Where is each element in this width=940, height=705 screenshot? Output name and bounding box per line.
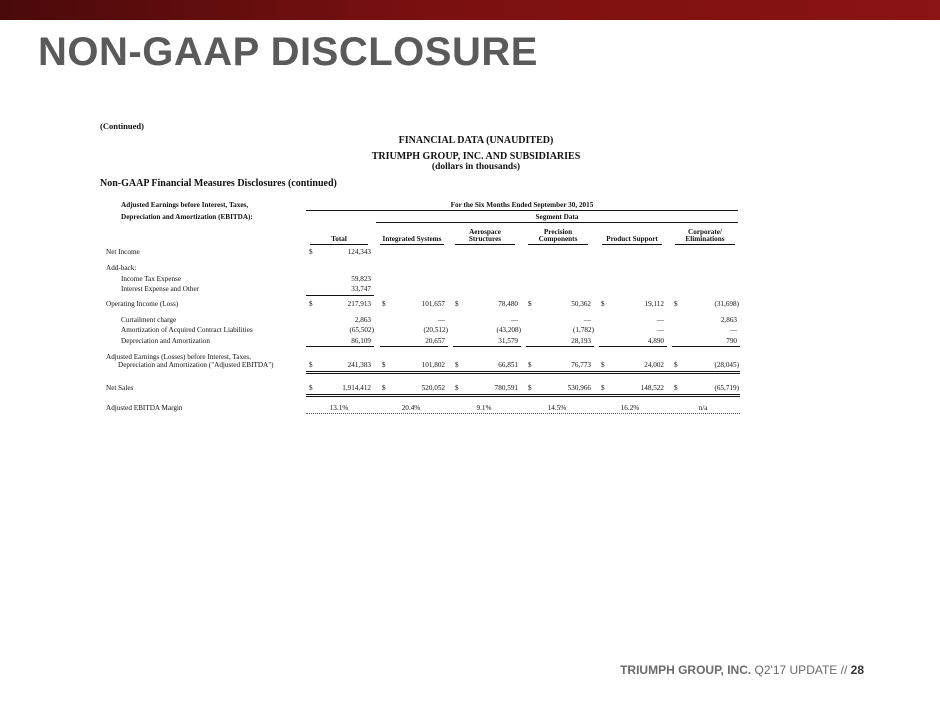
cell-margin-total: 13.1%: [329, 404, 349, 412]
row-label-margin: Adjusted EBITDA Margin: [106, 404, 183, 412]
col-total: Total: [310, 236, 368, 245]
currency-sign: $: [455, 384, 459, 392]
cell-income-tax-total: 59,823: [351, 275, 371, 283]
cell-operating-integrated: 101,657: [421, 300, 445, 308]
cell-curtailment-total: 2,863: [354, 316, 371, 324]
table-label-line2: Depreciation and Amortization (EBITDA):: [121, 213, 253, 221]
cell-operating-corporate: (31,698): [714, 300, 739, 308]
currency-sign: $: [601, 384, 605, 392]
dep-rule: [453, 346, 521, 347]
table-label-line1: Adjusted Earnings before Interest, Taxes,: [121, 201, 249, 209]
currency-sign: $: [382, 361, 386, 369]
currency-sign: $: [309, 248, 313, 256]
cell-amort-total: (65,502): [349, 326, 374, 334]
cell-curtailment-product: —: [656, 316, 664, 324]
cell-operating-product: 19,112: [644, 300, 664, 308]
currency-sign: $: [309, 384, 313, 392]
row-label-adjusted-ebitda-2: Depreciation and Amortization ("Adjusted EBITDA"): [118, 361, 274, 369]
ebitda-double-rule: [306, 371, 740, 372]
cell-sales-total: 1,914,412: [342, 384, 371, 392]
cell-curtailment-precision: —: [583, 316, 591, 324]
col-corp-1: Corporate/: [688, 228, 722, 236]
cell-ebitda-total: 241,383: [347, 361, 371, 369]
col-aero-1: Aerospace: [469, 228, 501, 236]
footer-update: Q2'17 UPDATE //: [751, 663, 851, 677]
cell-sales-integrated: 520,052: [421, 384, 445, 392]
cell-ebitda-product: 24,002: [644, 361, 664, 369]
cell-sales-product: 148,522: [640, 384, 664, 392]
section-subtitle: Non-GAAP Financial Measures Disclosures (continued): [100, 178, 337, 189]
ebitda-double-rule: [306, 373, 740, 374]
cell-amort-aero: (43,208): [496, 326, 521, 334]
cell-amort-integrated: (20,512): [423, 326, 448, 334]
cell-dep-integrated: 20,657: [425, 337, 445, 345]
row-label-depreciation: Depreciation and Amortization: [121, 337, 211, 345]
col-corp-2: Eliminations: [675, 236, 735, 245]
currency-sign: $: [528, 384, 532, 392]
footer: [620, 663, 864, 677]
cell-ebitda-precision: 76,773: [571, 361, 591, 369]
row-label-curtailment: Curtailment charge: [121, 316, 177, 324]
units-heading: (dollars in thousands): [431, 162, 521, 172]
cell-margin-precision: 14.5%: [547, 404, 567, 412]
row-label-operating-income: Operating Income (Loss): [106, 300, 179, 308]
cell-margin-product: 16.2%: [620, 404, 640, 412]
cell-dep-precision: 28,193: [571, 337, 591, 345]
row-label-income-tax: Income Tax Expense: [121, 275, 182, 283]
subtotal-rule: [306, 295, 374, 296]
cell-amort-product: —: [656, 326, 664, 334]
row-label-net-sales: Net Sales: [106, 384, 134, 392]
row-label-net-income: Net Income: [106, 248, 140, 256]
cell-operating-precision: 50,362: [571, 300, 591, 308]
row-label-interest: Interest Expense and Other: [121, 285, 200, 293]
cell-curtailment-aero: —: [510, 316, 518, 324]
cell-amort-precision: (1,782): [573, 326, 594, 334]
row-label-amortization-liab: Amortization of Acquired Contract Liabilities: [121, 326, 253, 334]
cell-margin-corporate: n/a: [698, 404, 708, 412]
currency-sign: $: [382, 384, 386, 392]
currency-sign: $: [309, 361, 313, 369]
dep-rule: [526, 346, 594, 347]
cell-ebitda-integrated: 101,802: [421, 361, 445, 369]
cell-ebitda-corporate: (28,045): [714, 361, 739, 369]
segment-rule: [376, 222, 738, 223]
currency-sign: $: [601, 361, 605, 369]
currency-sign: $: [674, 384, 678, 392]
dep-rule: [672, 346, 740, 347]
currency-sign: $: [674, 300, 678, 308]
cell-dep-corporate: 790: [726, 337, 737, 345]
cell-sales-corporate: (65,719): [714, 384, 739, 392]
dep-rule: [306, 346, 374, 347]
cell-net-income-total: 124,343: [347, 248, 371, 256]
cell-interest-total: 33,747: [351, 285, 371, 293]
currency-sign: $: [455, 300, 459, 308]
currency-sign: $: [674, 361, 678, 369]
top-banner: [0, 0, 940, 20]
company-heading: TRIUMPH GROUP, INC. AND SUBSIDIARIES: [371, 151, 581, 162]
page-number: 28: [850, 663, 864, 677]
cell-curtailment-corporate: 2,863: [720, 316, 737, 324]
dep-rule: [599, 346, 667, 347]
row-label-add-back: Add-back:: [106, 264, 137, 272]
currency-sign: $: [528, 300, 532, 308]
footer-company: TRIUMPH GROUP, INC.: [620, 663, 752, 677]
col-product: Product Support: [602, 236, 662, 245]
currency-sign: $: [455, 361, 459, 369]
segment-header: Segment Data: [535, 213, 579, 221]
cell-operating-total: 217,913: [347, 300, 371, 308]
currency-sign: $: [601, 300, 605, 308]
currency-sign: $: [528, 361, 532, 369]
margin-rule: [306, 413, 740, 414]
col-integrated: Integrated Systems: [380, 236, 444, 245]
cell-dep-aero: 31,579: [498, 337, 518, 345]
currency-sign: $: [309, 300, 313, 308]
cell-amort-corporate: —: [729, 326, 737, 334]
sales-double-rule: [306, 396, 740, 397]
dep-rule: [380, 346, 448, 347]
cell-dep-total: 86,109: [351, 337, 371, 345]
col-aero-2: Structures: [455, 236, 515, 245]
sales-double-rule: [306, 394, 740, 395]
page-title: NON-GAAP DISCLOSURE: [38, 30, 538, 74]
col-prec-2: Components: [528, 236, 588, 245]
col-prec-1: Precision: [543, 228, 573, 236]
row-label-adjusted-ebitda-1: Adjusted Earnings (Losses) before Interest, Taxes,: [106, 353, 251, 361]
period-header: For the Six Months Ended September 30, 2015: [450, 201, 594, 209]
cell-margin-integrated: 20.4%: [401, 404, 421, 412]
cell-operating-aero: 78,480: [498, 300, 518, 308]
cell-sales-aero: 780,591: [494, 384, 518, 392]
cell-sales-precision: 530,966: [567, 384, 591, 392]
cell-curtailment-integrated: —: [437, 316, 445, 324]
period-rule: [306, 210, 738, 211]
financial-data-heading: FINANCIAL DATA (UNAUDITED): [398, 135, 554, 146]
continued-label: (Continued): [100, 121, 144, 131]
cell-dep-product: 4,890: [647, 337, 664, 345]
cell-margin-aero: 9.1%: [476, 404, 492, 412]
cell-ebitda-aero: 66,851: [498, 361, 518, 369]
currency-sign: $: [382, 300, 386, 308]
